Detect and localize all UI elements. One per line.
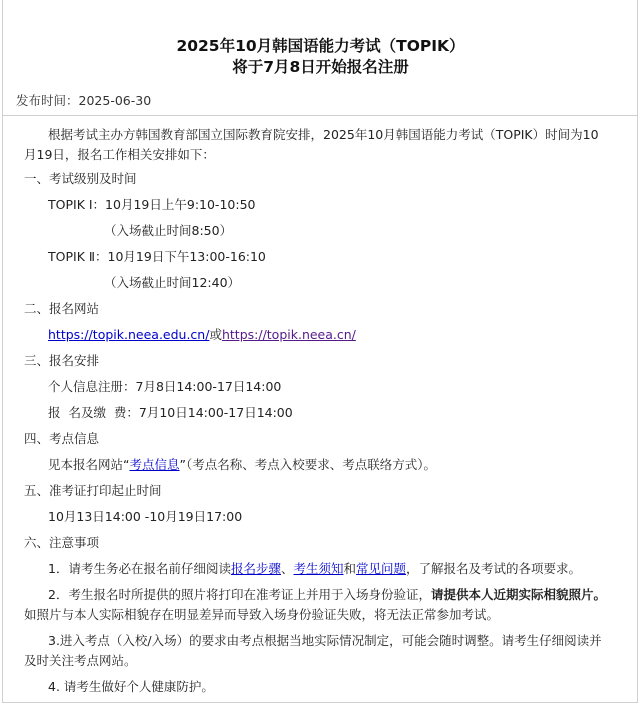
venue-pre: 见本报名网站“: [48, 457, 130, 472]
note-4: 4. 请考生做好个人健康防护。: [48, 679, 214, 694]
note-2-pre: 2．考生报名时所提供的照片将打印在准考证上并用于入场身份验证，: [48, 587, 431, 602]
note-1-and: 和: [343, 561, 357, 576]
payment-time: 报 名及缴 费：7月10日14:00-17日14:00: [48, 405, 293, 420]
faq-link[interactable]: 常见问题: [356, 561, 407, 576]
publish-info: [16, 91, 151, 109]
registration-steps-link[interactable]: 报名步骤: [230, 561, 281, 576]
website-link-1[interactable]: https://topik.neea.edu.cn/: [48, 327, 210, 342]
note-2-post: 如照片与本人实际相貌存在明显差异而导致入场身份验证失败，将无法正常参加考试。: [24, 607, 500, 622]
publish-date: 2025-06-30: [78, 93, 152, 108]
note-2-bold: 请提供本人近期实际相貌照片。: [430, 587, 606, 602]
registration-time: 个人信息注册：7月8日14:00-17日14:00: [48, 379, 282, 394]
section-4-heading: 四、考点信息: [24, 431, 100, 446]
section-1-heading: 一、考试级别及时间: [24, 171, 137, 186]
publish-label: 发布时间：: [16, 93, 79, 108]
section-5-heading: 五、准考证打印起止时间: [24, 483, 162, 498]
venue-post: ”（考点名称、考点入校要求、考点联络方式）。: [179, 457, 436, 472]
note-1-sep: 、: [280, 561, 294, 576]
article-title-line2: 将于7月8日开始报名注册: [232, 58, 409, 76]
note-3: 3.进入考点（入校/入场）的要求由考点根据当地实际情况制定，可能会随时调整。请考生仔细阅读并及时关注考点网站。: [24, 633, 602, 668]
note-1-pre: 1．请考生务必在报名前仔细阅读: [48, 561, 231, 576]
topik2-time: TOPIK Ⅱ：10月19日下午13:00-16:10: [48, 249, 266, 264]
article-title-line1: 2025年10月韩国语能力考试（TOPIK）: [176, 37, 465, 55]
note-2: [24, 585, 610, 625]
website-link-2[interactable]: https://topik.neea.cn/: [221, 327, 356, 342]
or-text: 或: [209, 327, 222, 342]
note-1-post: ，了解报名及考试的各项要求。: [406, 561, 582, 576]
section-3-heading: 三、报名安排: [24, 353, 100, 368]
venue-info: [24, 455, 436, 475]
admission-print-time: 10月13日14:00 -10月19日17:00: [48, 509, 243, 524]
section-6-heading: 六、注意事项: [24, 535, 100, 550]
website-links: [24, 325, 356, 345]
section-2-heading: 二、报名网站: [24, 301, 100, 316]
divider: [2, 115, 638, 116]
venue-info-link[interactable]: 考点信息: [129, 457, 180, 472]
topik1-time: TOPIK Ⅰ：10月19日上午9:10-10:50: [48, 197, 256, 212]
topik1-note: （入场截止时间8:50）: [104, 223, 233, 238]
note-1: [24, 559, 581, 579]
topik2-note: （入场截止时间12:40）: [104, 275, 241, 290]
intro-paragraph: 根据考试主办方韩国教育部国立国际教育院安排，2025年10月韩国语能力考试（TOPIK）时间为10月19日，报名工作相关安排如下：: [24, 127, 599, 162]
candidate-notice-link[interactable]: 考生须知: [293, 561, 344, 576]
